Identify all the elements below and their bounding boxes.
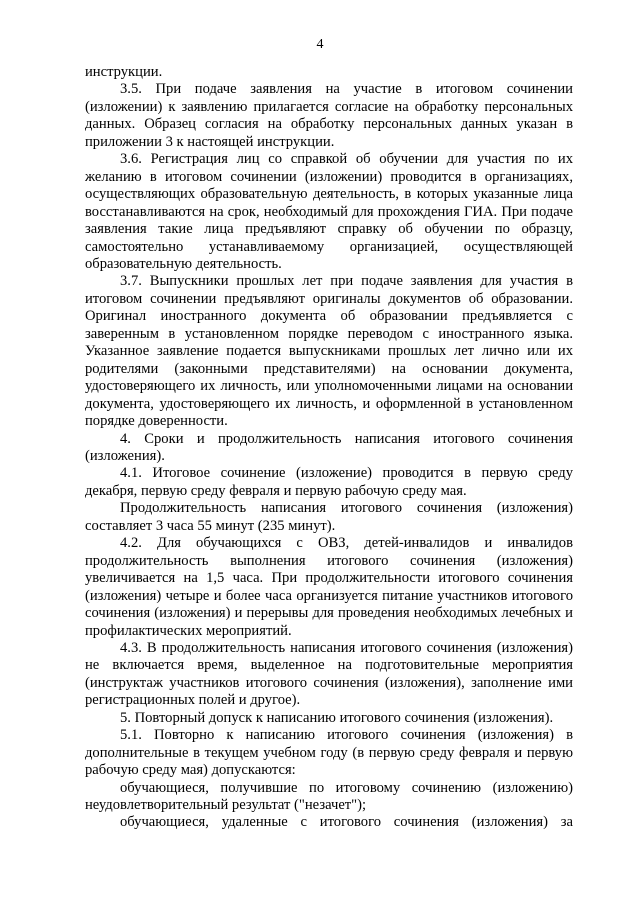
page-number: 4 — [316, 37, 324, 52]
list-item-removed: обучающиеся, удаленные с итогового сочинения (изложения) за — [120, 814, 573, 831]
paragraph-continuation: инструкции. — [85, 64, 163, 80]
paragraph-4-3: 4.3. В продолжительность написания итогового сочинения (изложения) не включается время, выделенное на подготовительные мероприятия (инструктаж участников итогового сочинения (изложения), заполнение ими регистрационных полей и другое). — [85, 639, 573, 709]
paragraph-3-6: 3.6. Регистрация лиц со справкой об обучении для участия по их желанию в итоговом сочинении (изложении) проводится в организациях, осуществляющих образовательную деятельность, в которых указанные лица восстанавливаются на срок, необходимый для прохождения ГИА. При подаче заявления такие лица предъявляют справку об обучении по образцу, самостоятельно устанавливаемому организацией, осуществляющей образовательную деятельность. — [85, 151, 573, 272]
paragraph-5-1: 5.1. Повторно к написанию итогового сочинения (изложения) в дополнительные в текущем учебном году (в первую среду февраля и первую рабочую среду мая) допускаются: — [85, 727, 573, 779]
paragraph-3-7: 3.7. Выпускники прошлых лет при подаче заявления для участия в итоговом сочинении предъявляют оригиналы документов об образовании. Оригинал иностранного документа об образовании предъявляется с заверенным в установленном порядке переводом с иностранного языка. Указанное заявление подается выпускниками прошлых лет лично или их родителями (законными представителями) на основании документа, удостоверяющего их личность, или уполномоченными лицами на основании документа, удостоверяющего их личность, и оформленной в установленном порядке доверенности. — [85, 273, 573, 430]
paragraph-duration: Продолжительность написания итогового сочинения (изложения) составляет 3 часа 55 минут (235 минут). — [85, 500, 573, 534]
section-5-heading: 5. Повторный допуск к написанию итогового сочинения (изложения). — [120, 709, 554, 726]
section-4-heading: 4. Сроки и продолжительность написания итогового сочинения (изложения). — [85, 430, 573, 464]
paragraph-4-1: 4.1. Итоговое сочинение (изложение) проводится в первую среду декабря, первую среду февраля и первую рабочую среду мая. — [85, 465, 573, 499]
list-item-unsatisfactory: обучающиеся, получившие по итоговому сочинению (изложению) неудовлетворительный результат ("незачет"); — [85, 779, 573, 814]
paragraph-3-5: 3.5. При подаче заявления на участие в итоговом сочинении (изложении) к заявлению прилагается согласие на обработку персональных данных. Образец согласия на обработку персональных данных указан в приложении 3 к настоящей инструкции. — [85, 81, 573, 150]
paragraph-4-2: 4.2. Для обучающихся с ОВЗ, детей-инвалидов и инвалидов продолжительность выполнения итогового сочинения (изложения) увеличивается на 1,5 часа. При продолжительности итогового сочинения (изложения) четыре и более часа организуется питание участников итогового сочинения (изложения) и перерывы для проведения необходимых лечебных и профилактических мероприятий. — [85, 535, 573, 639]
document-body — [85, 64, 573, 832]
